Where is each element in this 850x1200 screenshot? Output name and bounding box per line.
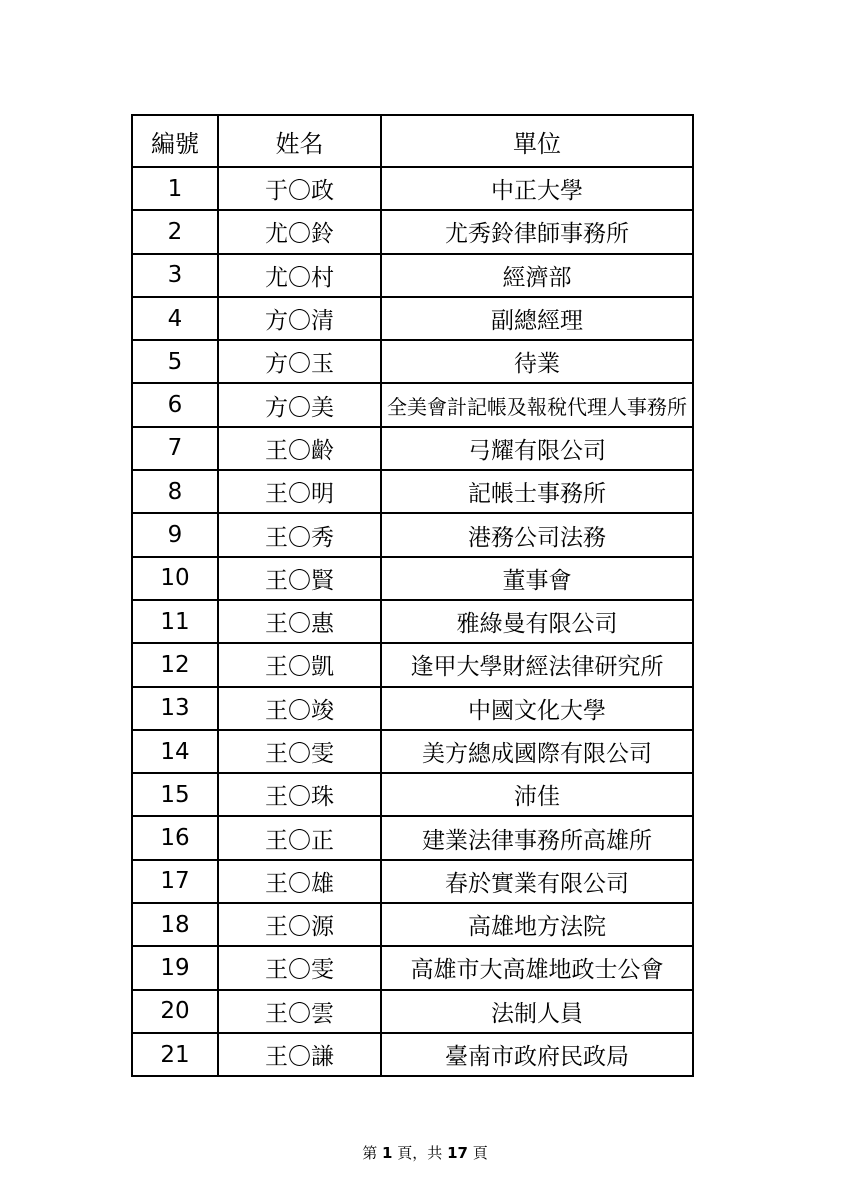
row-unit-cell: 副總經理: [381, 297, 693, 340]
row-name-cell: 王〇謙: [218, 1033, 381, 1076]
row-number-cell: 13: [132, 687, 218, 730]
row-unit-cell: 雅綠曼有限公司: [381, 600, 693, 643]
row-name-cell: 王〇雯: [218, 946, 381, 989]
row-unit-cell: 臺南市政府民政局: [381, 1033, 693, 1076]
row-unit-cell: 記帳士事務所: [381, 470, 693, 513]
table-row: [132, 557, 693, 600]
table-header-row: [132, 115, 693, 167]
row-number-cell: 4: [132, 297, 218, 340]
row-name-cell: 王〇正: [218, 816, 381, 859]
row-unit-cell: 高雄市大高雄地政士公會: [381, 946, 693, 989]
row-unit-cell: 中正大學: [381, 167, 693, 210]
row-number-cell: 17: [132, 860, 218, 903]
row-unit-cell: 全美會計記帳及報稅代理人事務所: [381, 383, 693, 426]
row-number-cell: 3: [132, 254, 218, 297]
table-row: [132, 513, 693, 556]
row-unit-cell: 美方總成國際有限公司: [381, 730, 693, 773]
row-unit-cell: 法制人員: [381, 990, 693, 1033]
row-name-cell: 王〇雲: [218, 990, 381, 1033]
header-unit: 單位: [381, 115, 693, 167]
header-number: 編號: [132, 115, 218, 167]
table-row: [132, 1033, 693, 1076]
row-unit-cell: 港務公司法務: [381, 513, 693, 556]
table-row: [132, 990, 693, 1033]
row-number-cell: 5: [132, 340, 218, 383]
row-unit-cell: 董事會: [381, 557, 693, 600]
row-unit-cell: 待業: [381, 340, 693, 383]
table-row: [132, 254, 693, 297]
row-number-cell: 18: [132, 903, 218, 946]
row-name-cell: 王〇雯: [218, 730, 381, 773]
row-name-cell: 王〇明: [218, 470, 381, 513]
footer-current-page: 1: [382, 1144, 393, 1162]
member-table: [131, 114, 694, 1077]
table-row: [132, 946, 693, 989]
row-name-cell: 方〇清: [218, 297, 381, 340]
row-number-cell: 7: [132, 427, 218, 470]
row-number-cell: 16: [132, 816, 218, 859]
table-row: [132, 816, 693, 859]
row-name-cell: 王〇源: [218, 903, 381, 946]
row-number-cell: 1: [132, 167, 218, 210]
table-body: [132, 167, 693, 1076]
row-number-cell: 10: [132, 557, 218, 600]
row-number-cell: 14: [132, 730, 218, 773]
row-unit-cell: 經濟部: [381, 254, 693, 297]
footer-suffix: 頁: [472, 1144, 488, 1162]
row-number-cell: 21: [132, 1033, 218, 1076]
row-name-cell: 王〇竣: [218, 687, 381, 730]
table-row: [132, 167, 693, 210]
row-name-cell: 王〇齡: [218, 427, 381, 470]
table-row: [132, 340, 693, 383]
table-row: [132, 297, 693, 340]
row-name-cell: 王〇雄: [218, 860, 381, 903]
row-unit-cell: 弓耀有限公司: [381, 427, 693, 470]
row-number-cell: 19: [132, 946, 218, 989]
table-row: [132, 470, 693, 513]
table-row: [132, 773, 693, 816]
row-unit-cell: 尤秀鈴律師事務所: [381, 210, 693, 253]
row-number-cell: 15: [132, 773, 218, 816]
row-name-cell: 方〇美: [218, 383, 381, 426]
footer-total-pages: 17: [447, 1144, 468, 1162]
table-row: [132, 643, 693, 686]
row-unit-cell: 春於實業有限公司: [381, 860, 693, 903]
row-name-cell: 王〇賢: [218, 557, 381, 600]
table-row: [132, 427, 693, 470]
table-row: [132, 903, 693, 946]
footer-middle: 頁，共: [397, 1144, 443, 1162]
table-row: [132, 687, 693, 730]
page-footer: [0, 1142, 850, 1163]
row-name-cell: 尤〇鈴: [218, 210, 381, 253]
row-name-cell: 王〇秀: [218, 513, 381, 556]
row-unit-cell: 建業法律事務所高雄所: [381, 816, 693, 859]
row-unit-cell: 中國文化大學: [381, 687, 693, 730]
row-unit-cell: 高雄地方法院: [381, 903, 693, 946]
row-number-cell: 9: [132, 513, 218, 556]
row-number-cell: 11: [132, 600, 218, 643]
row-name-cell: 于〇政: [218, 167, 381, 210]
row-name-cell: 尤〇村: [218, 254, 381, 297]
table-row: [132, 600, 693, 643]
row-name-cell: 王〇惠: [218, 600, 381, 643]
row-name-cell: 王〇珠: [218, 773, 381, 816]
header-name: 姓名: [218, 115, 381, 167]
table-row: [132, 210, 693, 253]
row-number-cell: 6: [132, 383, 218, 426]
row-name-cell: 方〇玉: [218, 340, 381, 383]
row-number-cell: 12: [132, 643, 218, 686]
row-number-cell: 20: [132, 990, 218, 1033]
table-row: [132, 383, 693, 426]
row-number-cell: 2: [132, 210, 218, 253]
row-unit-cell: 逢甲大學財經法律研究所: [381, 643, 693, 686]
row-name-cell: 王〇凱: [218, 643, 381, 686]
row-unit-cell: 沛佳: [381, 773, 693, 816]
table-row: [132, 730, 693, 773]
footer-prefix: 第: [362, 1144, 378, 1162]
table-row: [132, 860, 693, 903]
row-number-cell: 8: [132, 470, 218, 513]
